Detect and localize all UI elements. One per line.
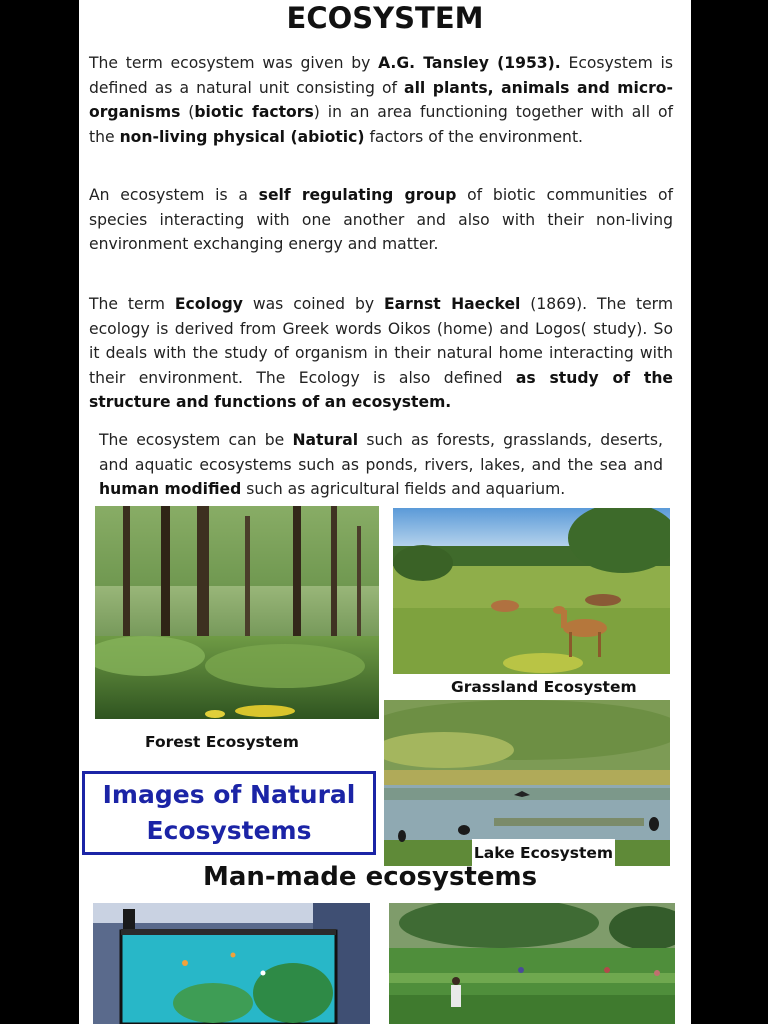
text-run: factors of the environment. (364, 127, 584, 146)
text-run: A.G. Tansley (1953). (378, 54, 561, 72)
grassland-caption: Grassland Ecosystem (451, 678, 637, 696)
natural-box-line-2: Ecosystems (146, 816, 312, 845)
text-run: Natural (292, 431, 359, 449)
lake-caption: Lake Ecosystem (472, 839, 615, 866)
text-run: The term ecosystem was given by (89, 54, 379, 72)
text-run: self regulating group (258, 186, 457, 204)
paragraph-self-regulating (89, 183, 673, 257)
text-run: Earnst Haeckel (384, 295, 521, 313)
text-run: biotic factors (194, 103, 314, 121)
text-run: ) in an area functioning together with all of the (89, 103, 673, 146)
text-run: The term (89, 295, 175, 313)
text-run: such as forests, grasslands, deserts, and aquatic ecosystems such as ponds, rivers, lakes, and the sea and (99, 431, 664, 474)
text-run: all plants, animals and micro-organisms (89, 78, 673, 121)
aquarium-photo (93, 903, 370, 1024)
paragraph-tansley (89, 51, 673, 149)
text-run: of biotic communities of species interacting with one another and also with their non-living environment exchanging energy and matter. (89, 186, 674, 253)
text-run: The ecosystem can be (99, 431, 293, 449)
natural-box-line-1: Images of Natural (102, 780, 356, 809)
text-run: was coined by (242, 295, 384, 313)
grassland-ecosystem-photo (393, 508, 670, 674)
text-run: An ecosystem is a (89, 186, 259, 204)
page-title: ECOSYSTEM (286, 1, 484, 35)
agricultural-field-photo (389, 903, 675, 1024)
document-page (79, 0, 691, 1024)
text-run: human modified (99, 480, 242, 498)
text-run: as study of the structure and functions of an ecosystem. (89, 368, 674, 411)
text-run: ( (180, 103, 195, 121)
paragraph-ecosystem-types (99, 428, 663, 502)
text-run: Ecosystem is defined as a natural unit consisting of (89, 54, 674, 97)
text-run: non-living physical (abiotic) (119, 127, 365, 146)
paragraph-ecology (89, 292, 673, 415)
forest-caption: Forest Ecosystem (145, 733, 299, 751)
natural-ecosystems-box (82, 771, 376, 855)
text-run: such as agricultural fields and aquarium. (241, 480, 566, 498)
man-made-heading: Man-made ecosystems (202, 862, 538, 892)
text-run: Ecology (174, 295, 243, 313)
forest-ecosystem-photo (95, 506, 379, 719)
text-run: (1869). The term ecology is derived from Greek words Oikos (home) and Logos( study). So it deals with the study of organism in their natural home interacting with their environment. The Ecology is also defined (89, 295, 674, 387)
